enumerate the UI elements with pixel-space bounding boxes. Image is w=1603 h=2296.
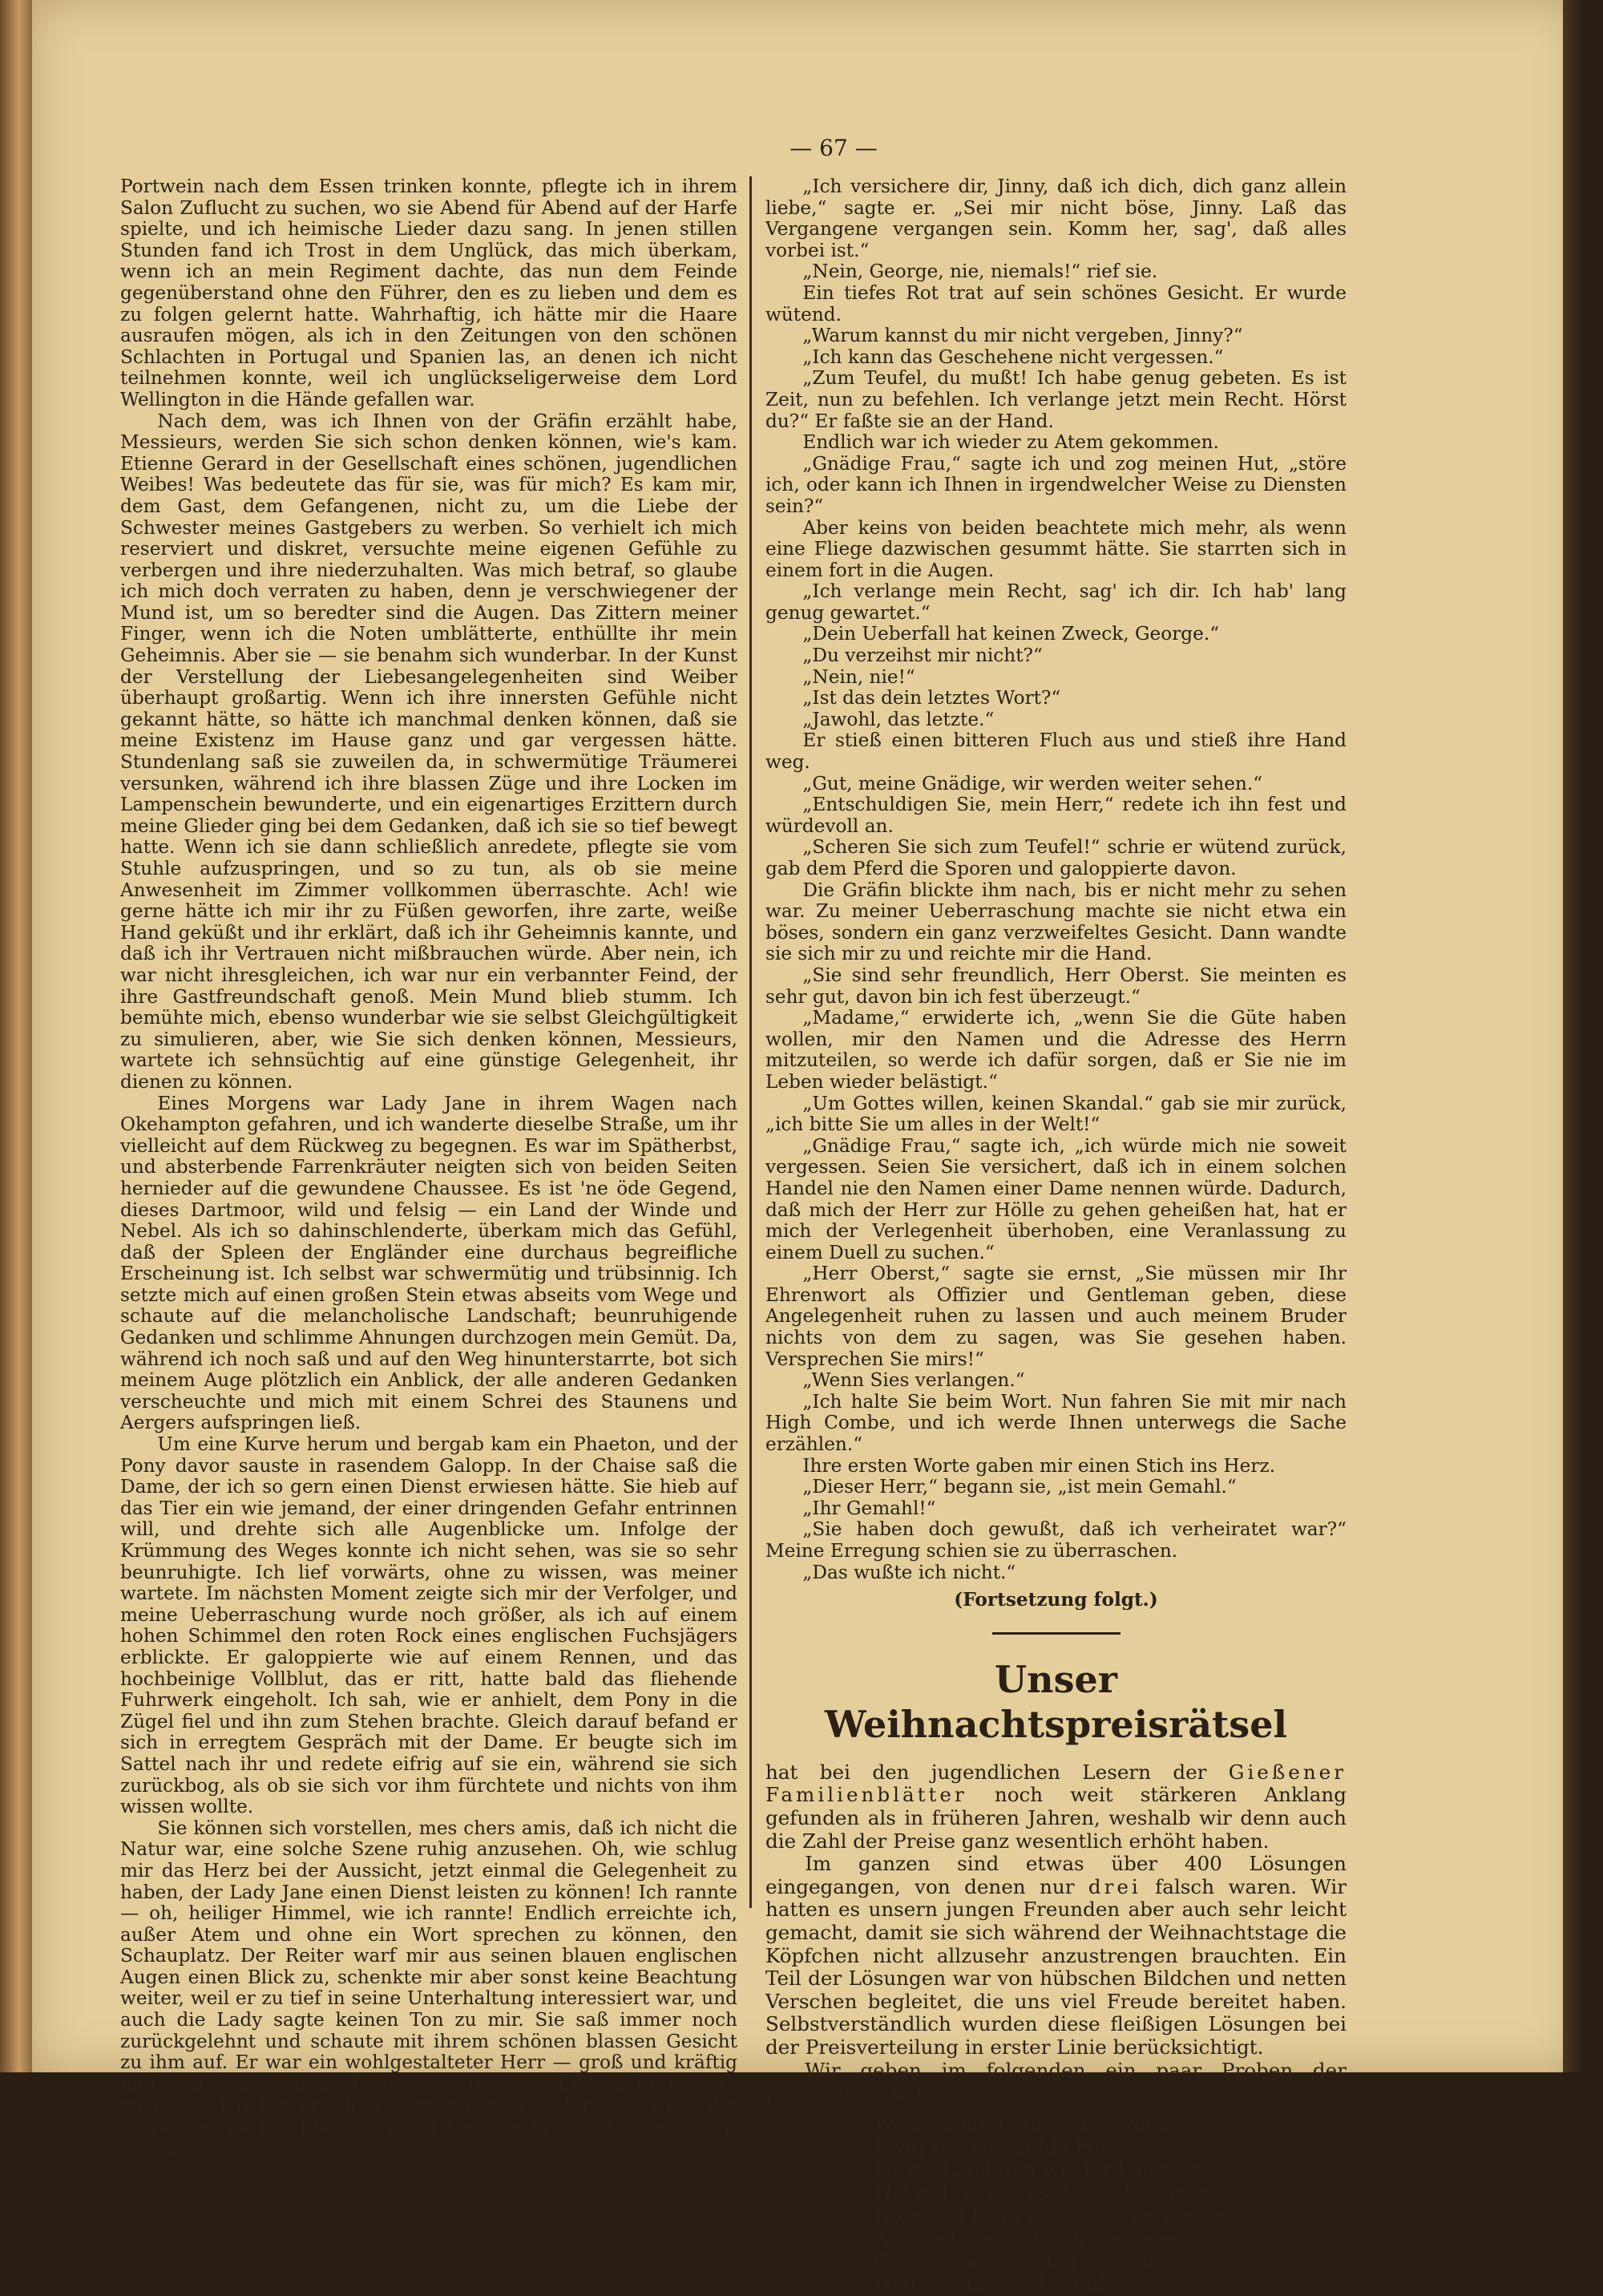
dialogue-line: „Scheren Sie sich zum Teufel!“ schrie er wütend zurück, gab dem Pferd die Sporen und galoppierte davon.	[765, 836, 1347, 879]
poem-line: Christus ward geboren in dem	[874, 2250, 1180, 2274]
dialogue-line: Endlich war ich wieder zu Atem gekommen.	[802, 431, 1219, 454]
section-paragraph: Wir geben im folgenden ein paar Proben der poetischen Lösungen:	[765, 2058, 1347, 2105]
puzzle-section	[765, 1657, 1347, 2296]
previous-page-edge	[0, 0, 32, 2072]
dialogue-line: „Ich versichere dir, Jinny, daß ich dich, dich ganz allein liebe,“ sagte er. „Sei mir nicht böse, Jinny. Laß das Vergangene vergangen sein. Komm her, sag', daß alles vorbei ist.“	[765, 176, 1347, 261]
dialogue-line: „Gnädige Frau,“ sagte ich, „ich würde mich nie soweit vergessen. Seien Sie versichert, daß ich in einem solchen Handel nie den Namen einer Dame nennen würde. Dadurch, daß mich der Herr zur Hölle zu gehen geheißen hat, hat er mich der Verlegenheit überhoben, eine Veranlassung zu einem Duell zu suchen.“	[765, 1134, 1347, 1263]
poem	[874, 2113, 1347, 2296]
paragraph-text: falsch waren. Wir hatten es unsern jungen Freunden aber auch sehr leicht gemacht, damit sie sich während der Weihnachtstage die Köpfchen nicht allzusehr anzustrengen brauchten. Ein Teil der Lösungen war von hübschen Bildchen und netten Verschen begleitet, die uns viel Freude bereitet haben. Selbstverständlich wurden diese fleißigen Lösungen bei der Preisverteilung in erster Linie berücksichtigt.	[765, 1874, 1347, 2059]
dialogue-line: „Nein, nie!“	[802, 665, 915, 688]
dialogue-line: „Jawohl, das letzte.“	[802, 708, 995, 730]
dialogue-line: Ein tiefes Rot trat auf sein schönes Gesicht. Er wurde wütend.	[765, 281, 1347, 325]
dialogue-line: „Zum Teufel, du mußt! Ich habe genug gebeten. Es ist Zeit, nun zu befehlen. Ich verlange jetzt mein Recht. Hörst du?“ Er faßte sie an der Hand.	[765, 367, 1347, 432]
poem-line: Ist ins Land nun wieder kommen,	[874, 2157, 1209, 2181]
dialogue-line: „Entschuldigen Sie, mein Herr,“ redete ich ihn fest und würdevoll an.	[765, 794, 1347, 837]
section-intro	[765, 1761, 1347, 1853]
right-column	[765, 176, 1347, 2296]
section-heading: Unser Weihnachtspreisrätsel	[825, 1657, 1287, 1746]
intro-text: hat bei den jugendlichen Lesern der	[765, 1760, 1229, 1784]
story-paragraph: Nach dem, was ich Ihnen von der Gräfin erzählt habe, Messieurs, werden Sie sich schon denken können, wie's kam. Etienne Gerard in der Gesellschaft eines schönen, jugendlichen Weibes! Was bedeutete das für sie, was für mich? Es kam mir, dem Gast, dem Gefangenen, nicht zu, um die Liebe der Schwester meines Gastgebers zu werben. So verhielt ich mich reserviert und diskret, versuchte meine eigenen Gefühle zu verbergen und ihre niederzuhalten. Was mich betraf, so glaube ich mich doch verraten zu haben, denn je verschwiegener der Mund ist, um so beredter sind die Augen. Das Zittern meiner Finger, wenn ich die Noten umblätterte, enthüllte ihr mein Geheimnis. Aber sie — sie benahm sich wunderbar. In der Kunst der Verstellung der Liebesangelegenheiten sind Weiber überhaupt großartig. Wenn ich ihre innersten Gefühle nicht gekannt hätte, so hätte ich manchmal denken können, daß sie meine Existenz im Hause ganz und gar vergessen hätte. Stundenlang saß sie zuweilen da, in schwermütige Träumerei versunken, während ich ihre blassen Züge und ihre Locken im Lampenschein bewunderte, und ein eigenartiges Erzittern durch meine Glieder ging bei dem Gedanken, daß ich sie so tief bewegt hatte. Wenn ich sie dann schließlich anredete, pflegte sie vom Stuhle aufzuspringen, und so zu tun, als ob sie meine Anwesenheit im Zimmer vollkommen überraschte. Ach! wie gerne hätte ich mir ihr zu Füßen geworfen, ihre zarte, weiße Hand geküßt und ihr erklärt, daß ich ihr Geheimnis kannte, und daß ich ihr Vertrauen nicht mißbrauchen würde. Aber nein, ich war nicht ihresgleichen, ich war nur ein verbannter Feind, der ihre Gastfreundschaft genoß. Mein Mund blieb stumm. Ich bemühte mich, ebenso wunderbar wie sie selbst Gleichgültigkeit zu simulieren, aber, wie Sie sich denken können, Messieurs, wartete ich sehnsüchtig auf eine günstige Gelegenheit, ihr dienen zu können.	[120, 410, 737, 1093]
dialogue-line: „Sie haben doch gewußt, daß ich verheiratet war?“ Meine Erregung schien sie zu überraschen.	[765, 1518, 1347, 1562]
dialogue-line: „Dieser Herr,“ begann sie, „ist mein Gemahl.“	[802, 1476, 1237, 1498]
dialogue-line: „Du verzeihst mir nicht?“	[802, 645, 1043, 667]
story-paragraph: Portwein nach dem Essen trinken konnte, pflegte ich in ihrem Salon Zuflucht zu suchen, wo sie Abend für Abend auf der Harfe spielte, und ich heimische Lieder dazu sang. In jenen stillen Stunden fand ich Trost in dem Unglück, das mich überkam, wenn ich an mein Regiment dachte, das nun dem Feinde gegenüberstand ohne den Führer, den es zu lieben und dem es zu folgen gelernt hatte. Wahrhaftig, ich hätte mir die Haare ausraufen mögen, als ich in den Zeitungen von den schönen Schlachten in Portugal und Spanien las, an denen ich nicht teilnehmen konnte, weil ich unglückseligerweise dem Lord Wellington in die Hände gefallen war.	[120, 176, 737, 410]
dialogue-line: „Ich halte Sie beim Wort. Nun fahren Sie mit mir nach High Combe, und ich werde Ihnen unterwegs die Sache erzählen.“	[765, 1390, 1347, 1456]
story-paragraph: Sie können sich vorstellen, mes chers amis, daß ich nicht die Natur war, eine solche Szene ruhig anzusehen. Oh, wie schlug mir das Herz bei der Aussicht, jetzt einmal die Gelegenheit zu haben, der Lady Jane einen Dienst leisten zu können! Ich rannte — oh, heiliger Himmel, wie ich rannte! Endlich erreichte ich, außer Atem und ohne ein Wort sprechen zu können, den Schauplatz. Der Reiter warf mir aus seinen blauen englischen Augen einen Blick zu, schenkte mir aber sonst keine Beachtung weiter, weil er zu tief in seine Unterhaltung interessiert war, und auch die Lady sagte keinen Ton zu mir. Sie saß immer noch zurückgelehnt und schaute mit ihrem schönen blassen Gesicht zu ihm auf. Er war ein wohlgestalteter Herr — groß und kräftig und von bräunlichem Teint; eine gewisse Eifersucht erfaßte mich, als ich ihn ansah. Er sprach leise und rasch, wie's die Engländer zu tun pflegen, wenn sie eine ernste Angelegenheit behandeln.	[120, 1817, 737, 2159]
dialogue-line: „Gnädige Frau,“ sagte ich und zog meinen Hut, „störe ich, oder kann ich Ihnen in irgendwelcher Weise zu Diensten sein?“	[765, 452, 1347, 517]
dialogue-line: „Ich verlange mein Recht, sag' ich dir. Ich hab' lang genug gewartet.“	[765, 580, 1347, 624]
poem-line: Niemand kann die Nacht vergessen,	[874, 2204, 1238, 2228]
dialogue-line: „Herr Oberst,“ sagte sie ernst, „Sie müssen mir Ihr Ehrenwort als Offizier und Gentleman geben, diese Angelegenheit ruhen zu lassen und auch meinem Bruder nichts von dem zu sagen, was Sie gesehen haben. Versprechen Sie mirs!“	[765, 1263, 1347, 1370]
column-divider	[749, 176, 752, 1908]
dialogue-line: „Gut, meine Gnädige, wir werden weiter sehen.“	[802, 772, 1263, 794]
intro-text: noch weit stärkeren Anklang gefunden als in früheren Jahren, weshalb wir denn auch die Zahl der Preise ganz wesentlich erhöht haben.	[765, 1783, 1347, 1853]
dialogue-line: „Dein Ueberfall hat keinen Zweck, George.“	[802, 623, 1220, 645]
dialogue-line: „Wenn Sies verlangen.“	[802, 1369, 1025, 1392]
continuation-note: (Fortsetzung folgt.)	[954, 1589, 1158, 1611]
poem-line: Weihnachten, die zaubervolle,	[874, 2112, 1176, 2136]
book-spine	[1563, 0, 1583, 2072]
paragraph-text: Im ganzen sind etwas über 400 Lösungen eingegangen, von denen nur	[765, 1852, 1347, 1898]
dialogue-line: „Warum kannst du mir nicht vergeben, Jinny?“	[802, 325, 1243, 347]
dialogue-line: Er stieß einen bitteren Fluch aus und stieß ihre Hand weg.	[765, 730, 1347, 774]
dialogue-line: Aber keins von beiden beachtete mich mehr, als wenn eine Fliege dazwischen gesummt hätte. Sie starrten sich in einem fort in die Augen.	[765, 516, 1347, 581]
dialogue-line: „Ich kann das Geschehene nicht vergessen.“	[802, 346, 1224, 368]
story-continuation	[765, 176, 1347, 1611]
dialogue-line: Ihre ersten Worte gaben mir einen Stich ins Herz.	[802, 1454, 1276, 1477]
story-paragraph: Um eine Kurve herum und bergab kam ein Phaeton, und der Pony davor sauste in rasendem Galopp. In der Chaise saß die Dame, der ich so gern einen Dienst erwiesen hätte. Sie hieb auf das Tier ein wie jemand, der einer dringenden Gefahr entrinnen will, und drehte sich alle Augenblicke um. Infolge der Krümmung des Weges konnte ich nicht sehen, was sie so sehr beunruhigte. Ich lief vorwärts, ohne zu wissen, was meiner wartete. Im nächsten Moment zeigte sich mir der Verfolger, und meine Ueberraschung wurde noch größer, als ich auf einem hohen Schimmel den roten Rock eines englischen Fuchsjägers erblickte. Er galoppierte wie auf einem Rennen, und das hochbeinige Vollblut, das er ritt, hatte bald das fliehende Fuhrwerk eingeholt. Ich sah, wie er anhielt, dem Pony in die Zügel fiel und ihn zum Stehen brachte. Gleich darauf befand er sich in erregtem Gespräch mit der Dame. Er beugte sich im Sattel nach ihr und redete eifrig auf sie ein, während sie sich zurückbog, als ob sie sich vor ihm fürchtete und nichts von ihm wissen wollte.	[120, 1433, 737, 1818]
poem-line: Als, verkündet durch die Seher,	[874, 2226, 1191, 2250]
publication-name: Gießener Familienblätter	[765, 1760, 1347, 1807]
poem-line: Hat gebracht uns Eis und Schnee.	[874, 2181, 1217, 2205]
dialogue-line: „Madame,“ erwiderte ich, „wenn Sie die Güte haben wollen, mir den Namen und die Adresse des Herrn mitzuteilen, so werde ich dafür sorgen, daß er Sie nie im Leben wieder belästigt.“	[765, 1007, 1347, 1093]
dialogue-line: „Das wußte ich nicht.“	[802, 1561, 1016, 1583]
left-column	[120, 176, 737, 2159]
section-rule	[992, 1632, 1120, 1635]
dialogue-line: „Ihr Gemahl!“	[802, 1497, 936, 1519]
dialogue-line: „Sie sind sehr freundlich, Herr Oberst. Sie meinten es sehr gut, davon bin ich fest überzeugt.“	[765, 964, 1347, 1008]
poem-line: Heil'gen Lande der Judäer.	[874, 2272, 1143, 2296]
poem-line: Ewig schöne, milde Fee,	[874, 2135, 1118, 2159]
dialogue-line: Die Gräfin blickte ihm nach, bis er nicht mehr zu sehen war. Zu meiner Ueberraschung machte sie nicht etwa ein böses, sondern ein ganz verzweifeltes Gesicht. Dann wandte sie sich mir zu und reichte mir die Hand.	[765, 879, 1347, 965]
emphasized-number: drei	[1088, 1874, 1141, 1898]
story-paragraph: Eines Morgens war Lady Jane in ihrem Wagen nach Okehampton gefahren, und ich wanderte dieselbe Straße, um ihr vielleicht auf dem Rückweg zu begegnen. Es war im Spätherbst, und absterbende Farrenkräuter neigten sich von beiden Seiten hernieder auf die gewundene Chaussee. Es ist 'ne öde Gegend, dieses Dartmoor, wild und felsig — ein Land der Winde und Nebel. Als ich so dahinschlenderte, überkam mich das Gefühl, daß der Spleen der Engländer eine durchaus begreifliche Erscheinung ist. Ich selbst war schwermütig und trübsinnig. Ich setzte mich auf einen großen Stein etwas abseits vom Wege und schaute auf die melancholische Landschaft; beunruhigende Gedanken und schlimme Ahnungen durchzogen mein Gemüt. Da, während ich noch saß und auf den Weg hinunterstarrte, bot sich meinem Auge plötzlich ein Anblick, der alle anderen Gedanken verscheuchte und mich mit einem Schrei des Staunens und Aergers aufspringen ließ.	[120, 1092, 737, 1434]
page-number: — 67 —	[789, 135, 878, 161]
dialogue-line: „Nein, George, nie, niemals!“ rief sie.	[802, 261, 1158, 283]
dialogue-line: „Ist das dein letztes Wort?“	[802, 687, 1061, 709]
dialogue-line: „Um Gottes willen, keinen Skandal.“ gab sie mir zurück, „ich bitte Sie um alles in der Welt!“	[765, 1092, 1347, 1136]
section-paragraph	[765, 1853, 1347, 2059]
